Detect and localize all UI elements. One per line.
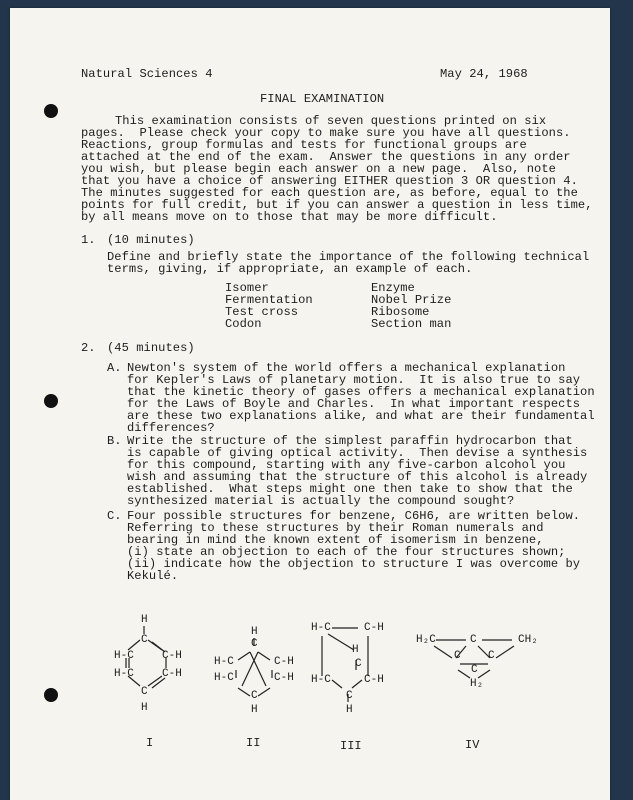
structure-atom: H-C <box>114 668 134 680</box>
intro-line: The minutes suggested for each question are, as before, equal to the <box>81 186 578 200</box>
structure-atom: C <box>141 686 148 698</box>
intro-line: you wish, but please begin each answer on a new page. Also, note <box>81 162 556 176</box>
structure-atom: CH₂ <box>518 634 538 646</box>
structure-atom: H-C <box>114 650 134 662</box>
structure-atom: C-H <box>364 622 384 634</box>
structure-atom: C <box>454 650 461 662</box>
part-text: wish and assuming that the structure of this alcohol is already <box>127 470 588 484</box>
question-text: terms, giving, if appropriate, an example of each. <box>107 262 473 276</box>
structure-atom: C <box>471 664 478 676</box>
structure-atom: C <box>355 658 362 670</box>
part-text: that the kinetic theory of gases offers a mechanical explanation <box>127 385 595 399</box>
punch-hole <box>44 104 58 118</box>
structure-atom: H-C <box>311 674 331 686</box>
punch-hole <box>44 394 58 408</box>
part-text: is capable of giving optical activity. Then devise a synthesis <box>127 446 588 460</box>
intro-line: by all means move on to those that may be more difficult. <box>81 210 498 224</box>
structure-label: III <box>340 739 362 753</box>
exam-page <box>10 8 610 800</box>
part-text: are these two explanations alike, and what are their fundamental <box>127 409 595 423</box>
structure-atom: C-H <box>274 656 294 668</box>
structure-atom: H-C <box>214 656 234 668</box>
structure-atom: H <box>346 704 353 716</box>
term: Enzyme <box>371 281 415 295</box>
intro-line: This examination consists of seven questions printed on six <box>115 114 547 128</box>
structure-atom: C-H <box>162 668 182 680</box>
part-text: for Kepler's Laws of planetary motion. It is also true to say <box>127 373 581 387</box>
term: Ribosome <box>371 305 430 319</box>
structure-atom: H <box>352 644 359 656</box>
structure-atom: H <box>251 626 258 638</box>
part-text: (ii) indicate how the objection to structure I was overcome by <box>127 557 581 571</box>
structure-atom: H₂C <box>416 634 436 646</box>
structure-atom: C <box>251 638 258 650</box>
structure-atom: H₂ <box>470 678 484 690</box>
term: Fermentation <box>225 293 313 307</box>
term: Test cross <box>225 305 299 319</box>
term: Nobel Prize <box>371 293 452 307</box>
structure-atom: C <box>251 690 258 702</box>
intro-line: Reactions, group formulas and tests for functional groups are <box>81 138 527 152</box>
part-text: Newton's system of the world offers a mechanical explanation <box>127 361 566 375</box>
intro-line: pages. Please check your copy to make sure you have all questions. <box>81 126 571 140</box>
punch-hole <box>44 688 58 702</box>
question-number: 1. <box>81 233 96 247</box>
structure-atom: C <box>346 690 353 702</box>
term: Section man <box>371 317 452 331</box>
part-text: for the Laws of Boyle and Charles. In what important respects <box>127 397 581 411</box>
intro-line: attached at the end of the exam. Answer the questions in any order <box>81 150 571 164</box>
structure-atom: H <box>141 614 148 626</box>
structure-atom: C-H <box>162 650 182 662</box>
term: Isomer <box>225 281 269 295</box>
question-time: (10 minutes) <box>107 233 195 247</box>
structure-atom: H-C <box>214 672 234 684</box>
structure-atom: C-H <box>274 672 294 684</box>
term: Codon <box>225 317 262 331</box>
structure-atom: H-C <box>311 622 331 634</box>
structure-atom: C-H <box>364 674 384 686</box>
structure-atom: C <box>470 634 477 646</box>
structure-atom: H <box>251 704 258 716</box>
structure-atom: C <box>141 634 148 646</box>
part-label: C. <box>107 509 122 523</box>
structure-label: II <box>246 736 261 750</box>
exam-date: May 24, 1968 <box>440 67 528 81</box>
question-time: (45 minutes) <box>107 341 195 355</box>
part-text: bearing in mind the known extent of isomerism in benzene, <box>127 533 544 547</box>
part-text: Referring to these structures by their Roman numerals and <box>127 521 544 535</box>
question-number: 2. <box>81 341 96 355</box>
part-text: synthesized material is actually the compound sought? <box>127 494 515 508</box>
page-title: FINAL EXAMINATION <box>260 92 385 106</box>
part-text: Write the structure of the simplest paraffin hydrocarbon that <box>127 434 573 448</box>
question-text: Define and briefly state the importance of the following technical <box>107 250 590 264</box>
part-text: (i) state an objection to each of the four structures shown; <box>127 545 566 559</box>
part-text: Kekulé. <box>127 569 179 583</box>
part-label: B. <box>107 434 122 448</box>
structure-label: IV <box>465 738 480 752</box>
structure-atom: H <box>141 702 148 714</box>
structure-atom: C <box>488 650 495 662</box>
part-text: established. What steps might one then take to show that the <box>127 482 573 496</box>
part-text: for this compound, starting with any five-carbon alcohol you <box>127 458 566 472</box>
part-text: differences? <box>127 421 215 435</box>
intro-line: that you have a choice of answering EITHER question 3 OR question 4. <box>81 174 578 188</box>
structure-label: I <box>146 736 154 750</box>
part-label: A. <box>107 361 122 375</box>
part-text: Four possible structures for benzene, C6H6, are written below. <box>127 509 581 523</box>
course-name: Natural Sciences 4 <box>81 67 213 81</box>
intro-line: points for full credit, but if you can answer a question in less time, <box>81 198 593 212</box>
